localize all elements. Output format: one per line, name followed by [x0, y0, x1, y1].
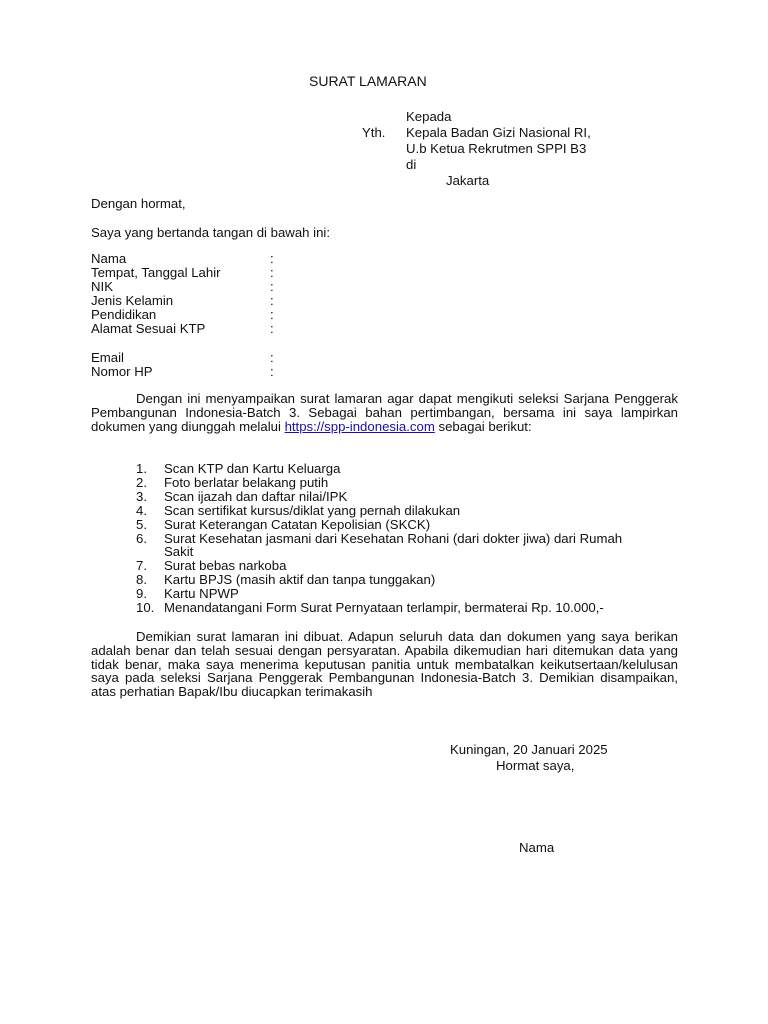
- list-text: Surat Kesehatan jasmani dari Kesehatan Rohani (dari dokter jiwa) dari Rumah Sakit: [164, 530, 623, 560]
- field-label-jenis-kelamin: Jenis Kelamin: [91, 293, 174, 308]
- list-item: [136, 601, 644, 615]
- website-link[interactable]: https://spp-indonesia.com: [284, 418, 435, 434]
- closing-paragraph: Demikian surat lamaran ini dibuat. Adapun seluruh data dan dokumen yang saya berikan adalah benar dan telah sesuai dengan persyaratan. Apabila dikemudian hari ditemukan data yang tidak benar, maka saya menerima keputusan panitia untuk membatalkan keikutsertaan/kelulusan saya pada seleksi Sarjana Penggerak Pembangunan Indonesia-Batch 3. Demikian disampaikan, atas perhatian Bapak/Ibu diucapkan terimakasih: [91, 629, 678, 700]
- list-item: [136, 476, 644, 490]
- list-item: [136, 504, 644, 518]
- field-colon: :: [270, 364, 274, 379]
- field-label-email: Email: [91, 350, 124, 365]
- list-item: [136, 587, 644, 601]
- intro-text: Saya yang bertanda tangan di bawah ini:: [91, 225, 331, 240]
- list-item: [136, 573, 644, 587]
- body-text: Dengan ini menyampaikan surat lamaran agar dapat mengikuti seleksi Sarjana Penggerak Pembangunan Indonesia-Batch 3. Sebagai bahan pertimbangan, bersama ini saya lampirkan dokumen yang diunggah melalui: [91, 391, 678, 434]
- field-label-alamat: Alamat Sesuai KTP: [91, 321, 206, 336]
- field-colon: :: [270, 321, 274, 336]
- signature-name: Nama: [519, 840, 555, 855]
- list-text: Surat bebas narkoba: [164, 558, 287, 574]
- place-date: Kuningan, 20 Januari 2025: [450, 742, 608, 757]
- field-colon: :: [270, 293, 274, 308]
- body-text-end: sebagai berikut:: [434, 418, 532, 434]
- field-label-nik: NIK: [91, 279, 113, 294]
- document-list: [136, 462, 644, 615]
- list-number: 4.: [136, 502, 147, 518]
- list-text: Menandatangani Form Surat Pernyataan terlampir, bermaterai Rp. 10.000,-: [164, 600, 604, 616]
- list-text: Surat Keterangan Catatan Kepolisian (SKCK): [164, 516, 431, 532]
- list-number: 3.: [136, 488, 147, 504]
- field-colon: :: [270, 251, 274, 266]
- list-number: 8.: [136, 572, 147, 588]
- list-number: 1.: [136, 461, 147, 476]
- list-text: Foto berlatar belakang putih: [164, 474, 329, 490]
- field-label-nomor-hp: Nomor HP: [91, 364, 153, 379]
- field-colon: :: [270, 279, 274, 294]
- list-number: 2.: [136, 474, 147, 490]
- recipient-city: Jakarta: [446, 173, 490, 188]
- hormat-saya: Hormat saya,: [496, 758, 575, 773]
- list-item: [136, 462, 644, 476]
- list-number: 9.: [136, 586, 147, 602]
- recipient-line1: Kepala Badan Gizi Nasional RI,: [406, 125, 591, 140]
- list-item: [136, 532, 644, 560]
- field-label-pendidikan: Pendidikan: [91, 307, 157, 322]
- field-colon: :: [270, 265, 274, 280]
- letter-title: SURAT LAMARAN: [309, 73, 427, 89]
- recipient-di: di: [406, 157, 417, 172]
- recipient-line2: U.b Ketua Rekrutmen SPPI B3: [406, 141, 587, 156]
- list-item: [136, 490, 644, 504]
- list-number: 10.: [136, 600, 155, 616]
- body-paragraph: [91, 392, 678, 433]
- field-colon: :: [270, 307, 274, 322]
- list-text: Scan sertifikat kursus/diklat yang pernah dilakukan: [164, 502, 461, 518]
- recipient-yth: Yth.: [362, 125, 386, 140]
- list-number: 5.: [136, 516, 147, 532]
- list-text: Kartu BPJS (masih aktif dan tanpa tunggakan): [164, 572, 436, 588]
- list-text: Scan KTP dan Kartu Keluarga: [164, 461, 341, 476]
- list-item: [136, 559, 644, 573]
- list-text: Kartu NPWP: [164, 586, 239, 602]
- list-item: [136, 518, 644, 532]
- list-number: 6.: [136, 530, 147, 546]
- field-colon: :: [270, 350, 274, 365]
- recipient-kepada: Kepada: [406, 109, 452, 124]
- field-label-ttl: Tempat, Tanggal Lahir: [91, 265, 221, 280]
- list-number: 7.: [136, 558, 147, 574]
- field-label-nama: Nama: [91, 251, 127, 266]
- list-text: Scan ijazah dan daftar nilai/IPK: [164, 488, 348, 504]
- greeting: Dengan hormat,: [91, 196, 186, 211]
